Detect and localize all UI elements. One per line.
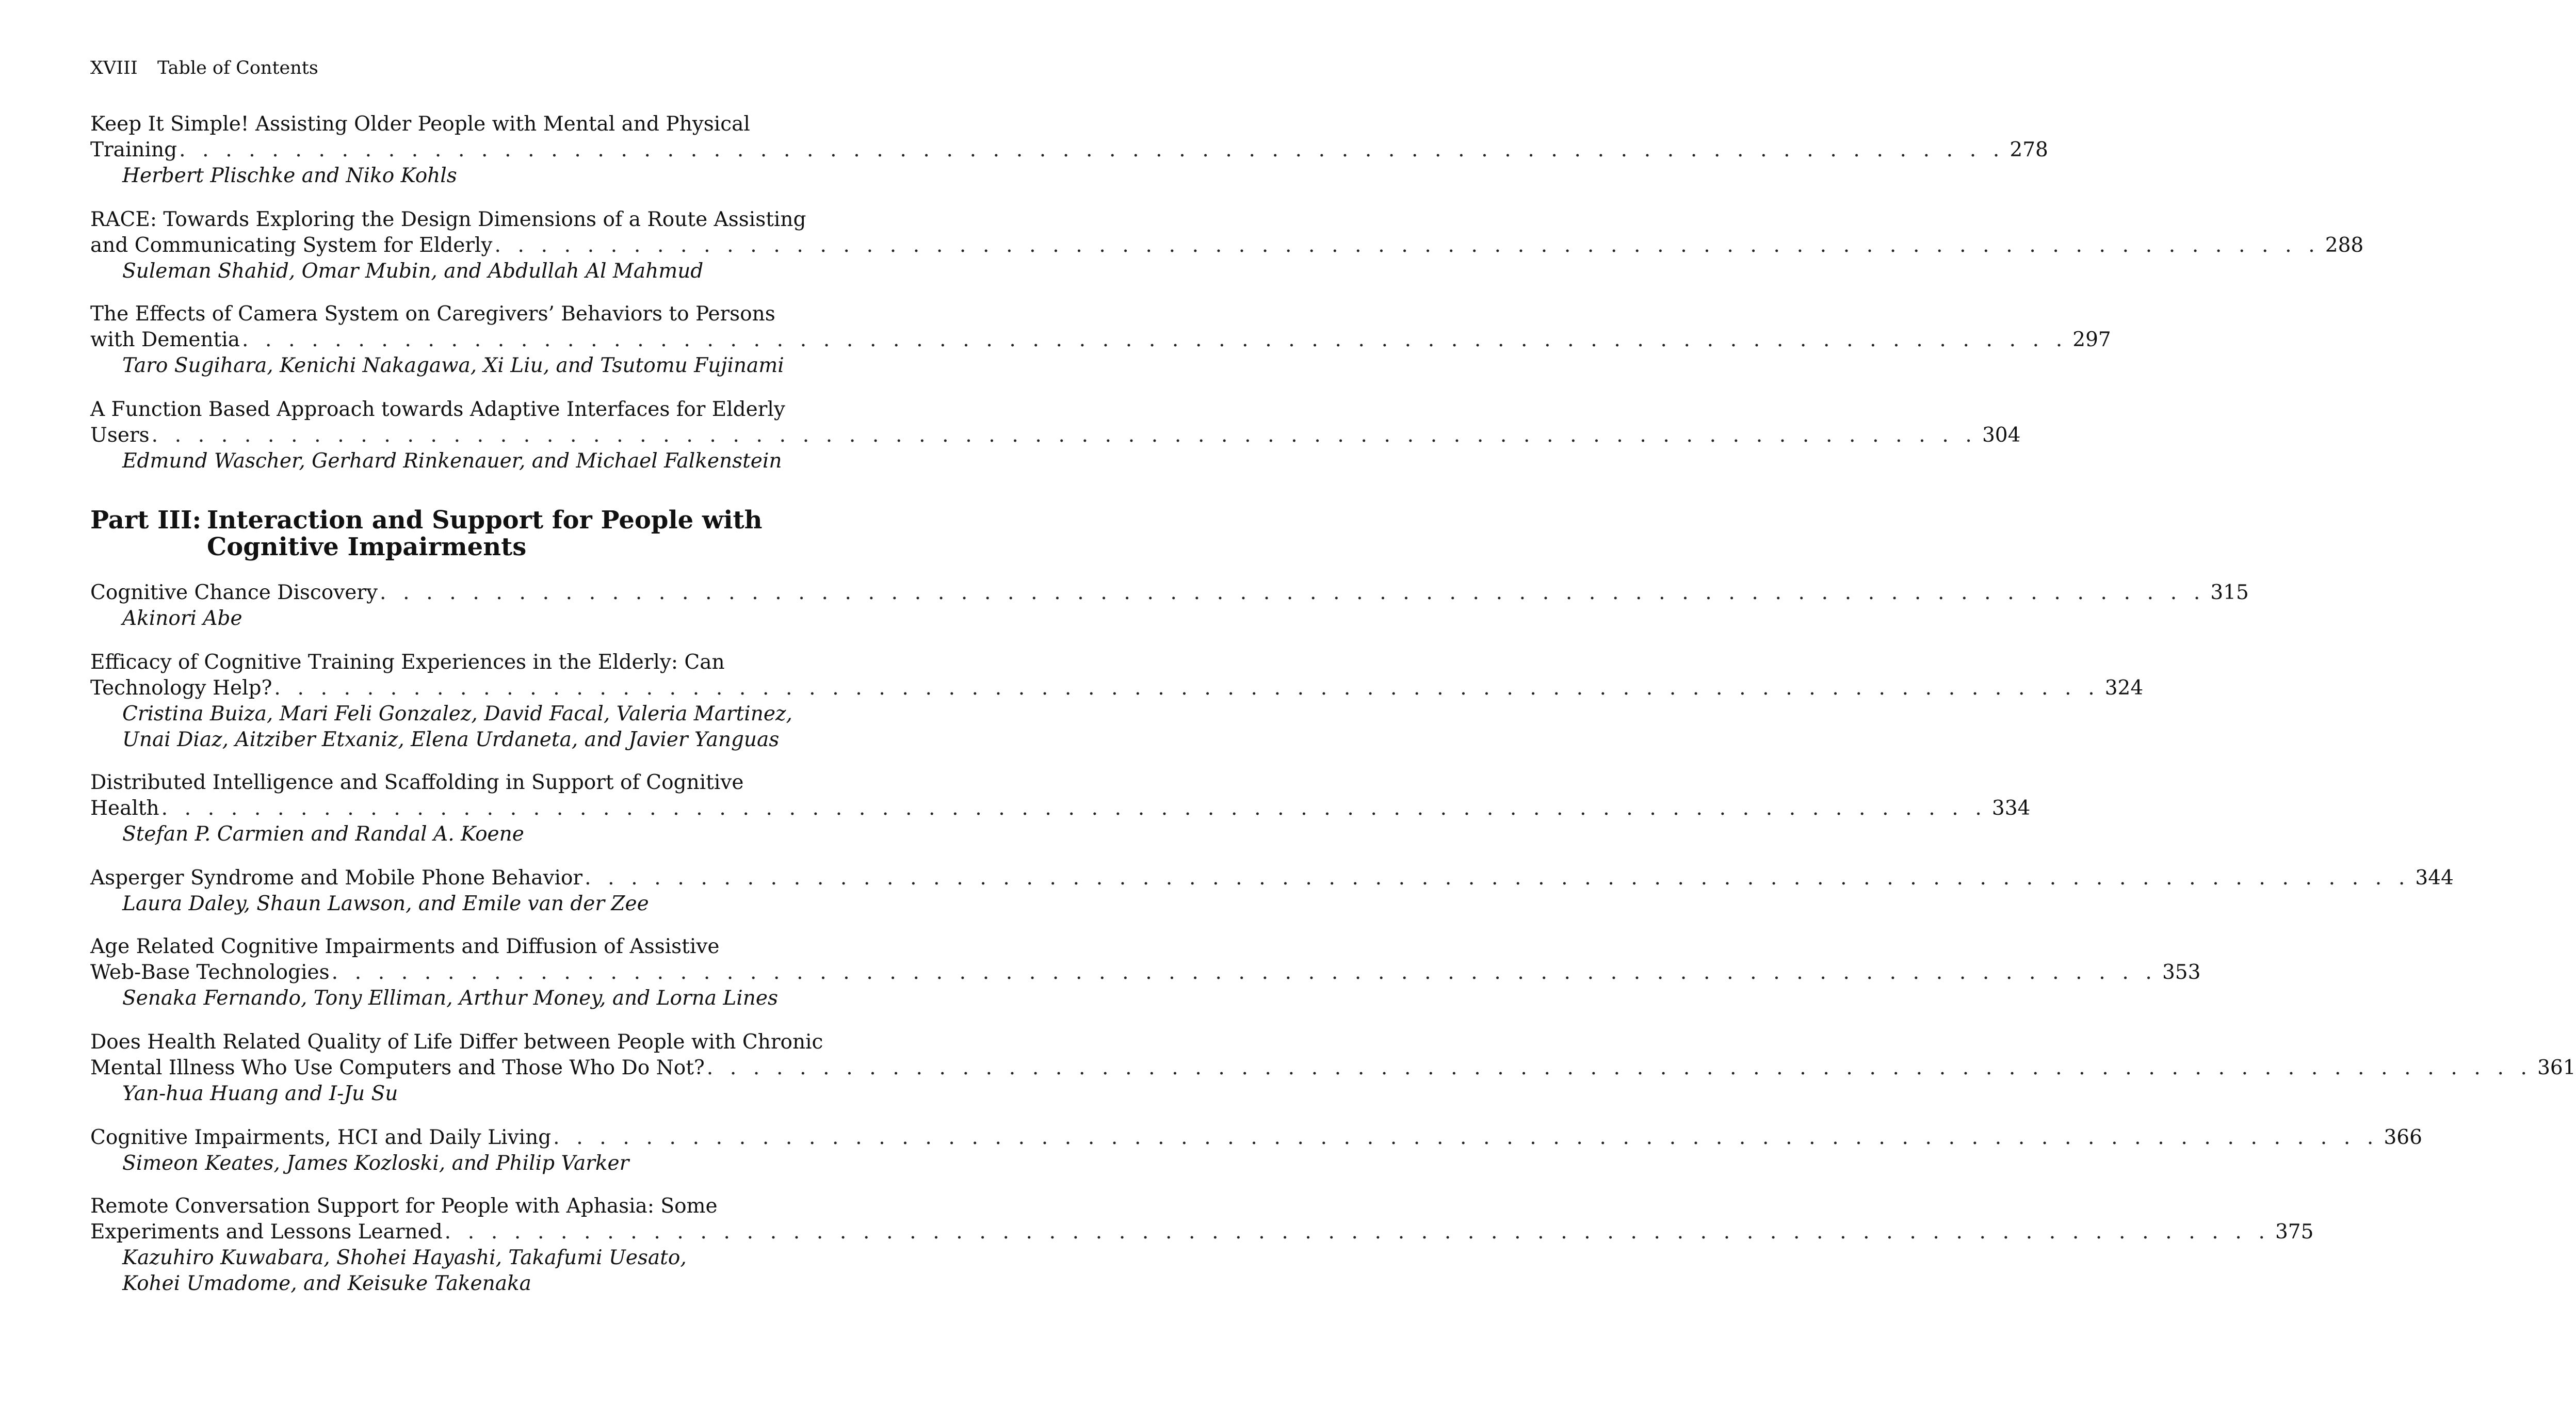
dot-leader: . . . . . . . . . . . . . . . . . . . . . . . . . . . . . . . . . . . . . . . . . . . . . . . . . . . . . . . . . . . . . . . . . . . . . . . . . . . . . . .: [241, 328, 2068, 351]
toc-entry: [90, 1029, 2576, 1107]
entry-leader-line: [90, 327, 2111, 353]
toc-entry: [90, 650, 2144, 753]
entry-leader-line: [90, 1219, 2314, 1245]
dot-leader: . . . . . . . . . . . . . . . . . . . . . . . . . . . . . . . . . . . . . . . . . . . . . . . . . . . . . . . . . . . . . . . . . . . . . . . . . . . . . . .: [444, 1220, 2270, 1244]
entry-authors: Kazuhiro Kuwabara, Shohei Hayashi, Takafumi Uesato,: [122, 1246, 687, 1269]
entry-title-last-line: Asperger Syndrome and Mobile Phone Behavior: [90, 866, 583, 890]
dot-leader: . . . . . . . . . . . . . . . . . . . . . . . . . . . . . . . . . . . . . . . . . . . . . . . . . . . . . . . . . . . . . . . . . . . . . . . . . . . . . . .: [380, 581, 2206, 604]
entry-title-line: The Effects of Camera System on Caregivers’ Behaviors to Persons: [90, 302, 775, 326]
dot-leader: . . . . . . . . . . . . . . . . . . . . . . . . . . . . . . . . . . . . . . . . . . . . . . . . . . . . . . . . . . . . . . . . . . . . . . . . . . . . . . .: [274, 676, 2100, 700]
entry-authors: Akinori Abe: [122, 607, 242, 630]
entry-title-line: Remote Conversation Support for People with Aphasia: Some: [90, 1195, 718, 1218]
entry-authors: Laura Daley, Shaun Lawson, and Emile van der Zee: [122, 892, 649, 915]
toc-entry: [90, 111, 2048, 189]
entry-leader-line: [90, 796, 2031, 821]
entry-leader-line: [90, 675, 2144, 701]
entry-leader-line: [90, 1125, 2422, 1151]
toc-entry: [90, 1194, 2314, 1297]
page-number: 353: [2162, 961, 2201, 984]
entry-authors: Suleman Shahid, Omar Mubin, and Abdullah Al Mahmud: [122, 260, 704, 283]
page-number: 344: [2415, 866, 2454, 890]
entry-title-line: Age Related Cognitive Impairments and Diffusion of Assistive: [90, 935, 720, 958]
page-number: 315: [2210, 581, 2249, 604]
entry-title-last-line: and Communicating System for Elderly: [90, 234, 493, 257]
page-number: 288: [2325, 234, 2364, 257]
entry-title-line: Does Health Related Quality of Life Differ between People with Chronic: [90, 1030, 823, 1054]
part-label: Part III:: [90, 506, 202, 535]
entry-authors: Simeon Keates, James Kozloski, and Philip Varker: [122, 1152, 629, 1175]
toc-entry: [90, 301, 2111, 379]
page-folio: XVIII: [90, 58, 138, 78]
entry-authors: Cristina Buiza, Mari Feli Gonzalez, David Facal, Valeria Martinez,: [122, 702, 792, 725]
entry-title-line: Keep It Simple! Assisting Older People with Mental and Physical: [90, 112, 750, 136]
part-heading: [90, 507, 834, 560]
entry-title-last-line: with Dementia: [90, 328, 240, 351]
entry-title-last-line: Cognitive Chance Discovery: [90, 581, 378, 604]
page-number: 324: [2104, 676, 2144, 700]
dot-leader: . . . . . . . . . . . . . . . . . . . . . . . . . . . . . . . . . . . . . . . . . . . . . . . . . . . . . . . . . . . . . . . . . . . . . . . . . . . . . . .: [494, 234, 2320, 257]
entry-authors: Edmund Wascher, Gerhard Rinkenauer, and Michael Falkenstein: [122, 449, 782, 473]
entry-title-line: Distributed Intelligence and Scaffolding in Support of Cognitive: [90, 771, 744, 794]
entry-authors: Stefan P. Carmien and Randal A. Koene: [122, 823, 524, 846]
entry-authors: Unai Diaz, Aitziber Etxaniz, Elena Urdaneta, and Javier Yanguas: [122, 728, 780, 751]
page-number: 375: [2275, 1220, 2314, 1244]
entry-title-line: A Function Based Approach towards Adaptive Interfaces for Elderly: [90, 398, 785, 421]
toc-entry: [90, 580, 2249, 632]
entry-leader-line: [90, 423, 2021, 448]
entry-title-last-line: Users: [90, 424, 150, 447]
entry-title-last-line: Web-Base Technologies: [90, 961, 330, 984]
entry-title-last-line: Cognitive Impairments, HCI and Daily Living: [90, 1126, 552, 1149]
page-number: 334: [1991, 797, 2031, 820]
entry-leader-line: [90, 580, 2249, 606]
page-number: 361: [2537, 1056, 2576, 1079]
page-number: 278: [2010, 138, 2048, 162]
entry-title-last-line: Health: [90, 797, 159, 820]
entry-authors: Taro Sugihara, Kenichi Nakagawa, Xi Liu, and Tsutomu Fujinami: [122, 354, 784, 377]
entry-leader-line: [90, 137, 2048, 163]
entry-title-last-line: Training: [90, 138, 177, 162]
dot-leader: . . . . . . . . . . . . . . . . . . . . . . . . . . . . . . . . . . . . . . . . . . . . . . . . . . . . . . . . . . . . . . . . . . . . . . . . . . . . . . .: [553, 1126, 2379, 1149]
entry-leader-line: [90, 1055, 2576, 1081]
dot-leader: . . . . . . . . . . . . . . . . . . . . . . . . . . . . . . . . . . . . . . . . . . . . . . . . . . . . . . . . . . . . . . . . . . . . . . . . . . . . . . .: [179, 138, 2005, 162]
page-number: 304: [1982, 424, 2021, 447]
entry-title-last-line: Mental Illness Who Use Computers and Those Who Do Not?: [90, 1056, 705, 1079]
toc-entry: [90, 934, 2201, 1011]
entry-title-last-line: Technology Help?: [90, 676, 272, 700]
page-number: 297: [2072, 328, 2111, 351]
toc-entry: [90, 1125, 2422, 1176]
entry-title-line: RACE: Towards Exploring the Design Dimensions of a Route Assisting: [90, 208, 806, 231]
part-title-line-1: Interaction and Support for People with: [207, 506, 763, 535]
entry-authors: Yan-hua Huang and I-Ju Su: [122, 1082, 398, 1105]
entry-authors: Herbert Plischke and Niko Kohls: [122, 164, 457, 187]
running-head-title: Table of Contents: [157, 58, 318, 78]
entry-title-last-line: Experiments and Lessons Learned: [90, 1220, 443, 1244]
entry-leader-line: [90, 960, 2201, 986]
toc-entry: [90, 207, 2364, 284]
entry-authors: Kohei Umadome, and Keisuke Takenaka: [122, 1272, 531, 1295]
entry-authors: Senaka Fernando, Tony Elliman, Arthur Money, and Lorna Lines: [122, 987, 778, 1010]
dot-leader: . . . . . . . . . . . . . . . . . . . . . . . . . . . . . . . . . . . . . . . . . . . . . . . . . . . . . . . . . . . . . . . . . . . . . . . . . . . . . . .: [706, 1056, 2533, 1079]
dot-leader: . . . . . . . . . . . . . . . . . . . . . . . . . . . . . . . . . . . . . . . . . . . . . . . . . . . . . . . . . . . . . . . . . . . . . . . . . . . . . . .: [585, 866, 2410, 890]
dot-leader: . . . . . . . . . . . . . . . . . . . . . . . . . . . . . . . . . . . . . . . . . . . . . . . . . . . . . . . . . . . . . . . . . . . . . . . . . . . . . . .: [161, 797, 1987, 820]
running-head: [90, 56, 318, 80]
toc-entry: [90, 865, 2454, 917]
toc-entry: [90, 397, 2021, 474]
entry-leader-line: [90, 233, 2364, 259]
entry-title-line: Efficacy of Cognitive Training Experiences in the Elderly: Can: [90, 651, 725, 674]
dot-leader: . . . . . . . . . . . . . . . . . . . . . . . . . . . . . . . . . . . . . . . . . . . . . . . . . . . . . . . . . . . . . . . . . . . . . . . . . . . . . . .: [331, 961, 2157, 984]
page-number: 366: [2384, 1126, 2422, 1149]
toc-entry: [90, 770, 2031, 847]
part-title-line-2: Cognitive Impairments: [207, 533, 527, 561]
dot-leader: . . . . . . . . . . . . . . . . . . . . . . . . . . . . . . . . . . . . . . . . . . . . . . . . . . . . . . . . . . . . . . . . . . . . . . . . . . . . . . .: [151, 424, 1977, 447]
entry-leader-line: [90, 865, 2454, 891]
